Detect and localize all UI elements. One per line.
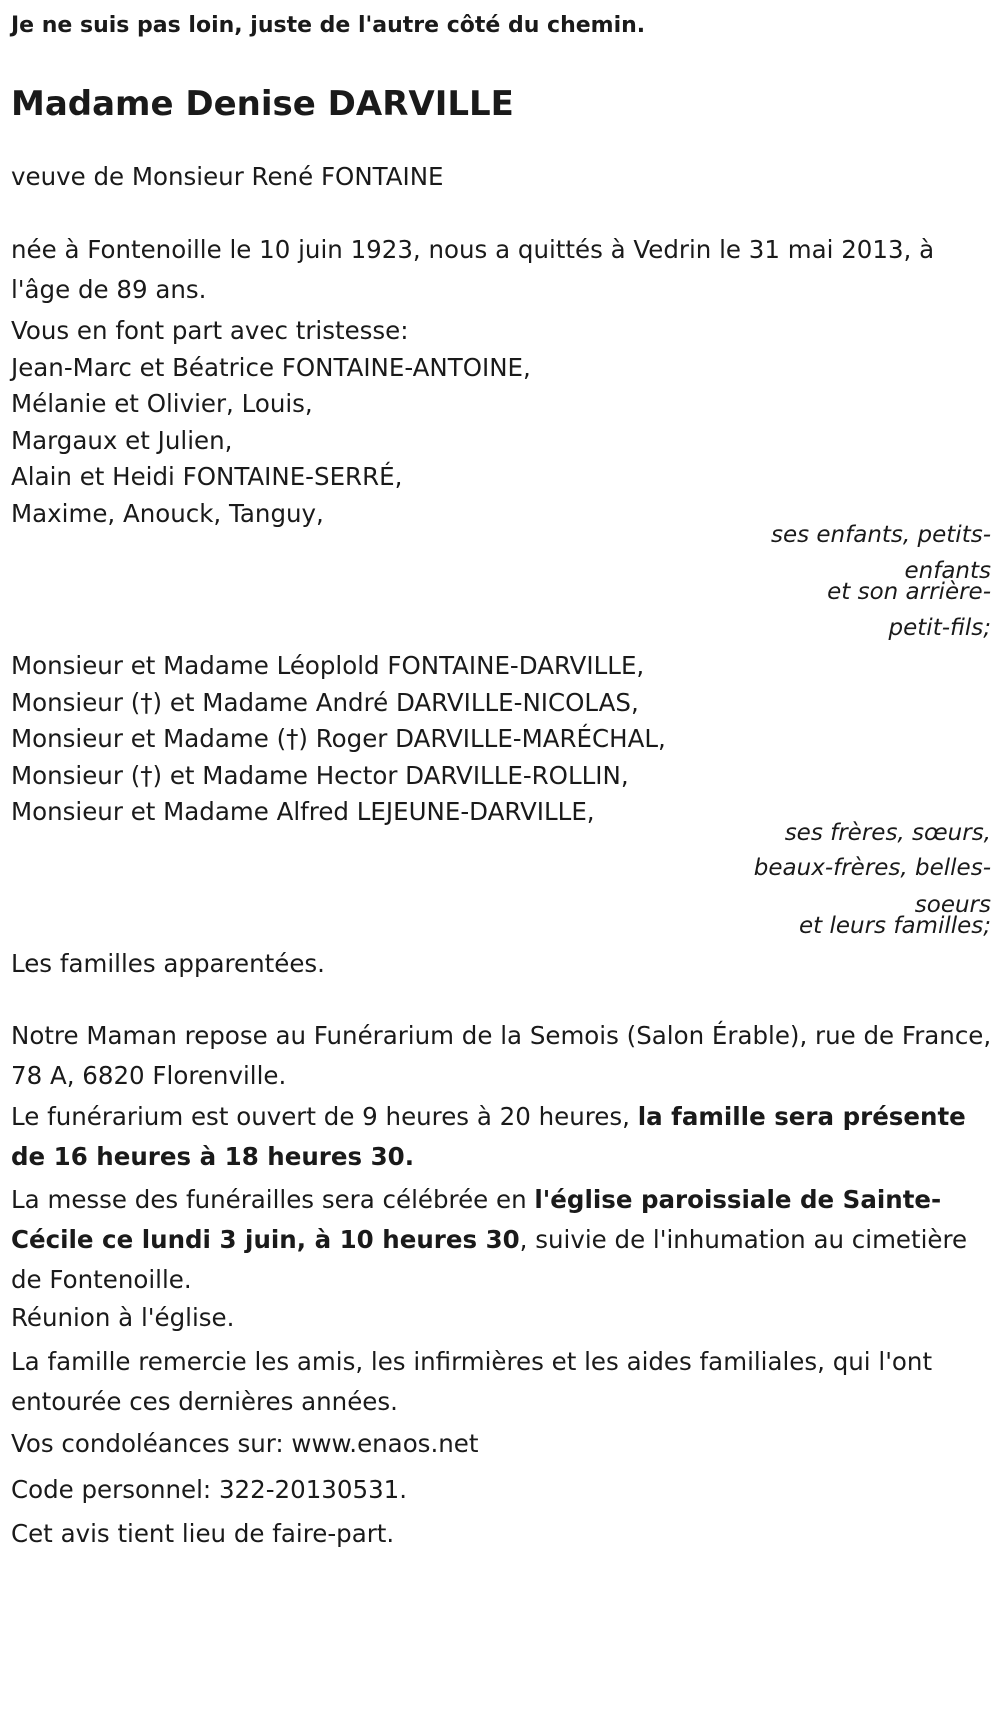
list-item: Monsieur et Madame Alfred LEJEUNE-DARVILLE,	[11, 797, 595, 826]
relation-line: soeurs	[914, 892, 991, 918]
widow-of: veuve de Monsieur René FONTAINE	[11, 162, 444, 191]
relation-line: et leurs familles;	[799, 913, 991, 939]
announce-intro: Vous en font part avec tristesse:	[11, 316, 409, 345]
mass-location-time: l'église paroissiale de Sainte-Cécile ce lundi 3 juin, à 10 heures 30	[11, 1185, 942, 1254]
thanks: La famille remercie les amis, les infirmières et les aides familiales, qui l'ont entourée ces dernières années.	[11, 1347, 933, 1416]
deceased-name: Madame Denise DARVILLE	[11, 84, 514, 124]
mass-text-1: La messe des funérailles sera célébrée en	[11, 1185, 535, 1214]
list-item: Monsieur et Madame Léoplold FONTAINE-DARVILLE,	[11, 651, 645, 680]
funerarium-hours	[11, 1097, 996, 1177]
rest-place: Notre Maman repose au Funérarium de la Semois (Salon Érable), rue de France, 78 A, 6820 Florenville.	[11, 1021, 992, 1090]
epigraph: Je ne suis pas loin, juste de l'autre côté du chemin.	[11, 13, 646, 38]
personal-code: Code personnel: 322-20130531.	[11, 1475, 408, 1504]
list-item: Margaux et Julien,	[11, 426, 233, 455]
list-item: Monsieur et Madame (†) Roger DARVILLE-MARÉCHAL,	[11, 724, 666, 753]
list-item: Mélanie et Olivier, Louis,	[11, 389, 313, 418]
list-item: Jean-Marc et Béatrice FONTAINE-ANTOINE,	[11, 353, 531, 382]
condolences: Vos condoléances sur: www.enaos.net	[11, 1429, 479, 1458]
notice: Cet avis tient lieu de faire-part.	[11, 1519, 395, 1548]
relation-line: beaux-frères, belles-	[753, 855, 991, 881]
relation-line: ses enfants, petits-	[770, 522, 991, 548]
relation-line: petit-fils;	[888, 615, 991, 641]
mass-text-2: , suivie de l'inhumation au cimetière de Fontenoille.	[11, 1225, 968, 1294]
relation-line: et son arrière-	[827, 579, 991, 605]
relation-line: enfants	[904, 558, 991, 584]
list-item: Maxime, Anouck, Tanguy,	[11, 499, 324, 528]
family-presence: la famille sera présente de 16 heures à 18 heures 30.	[11, 1102, 966, 1171]
birth-death: née à Fontenoille le 10 juin 1923, nous a quittés à Vedrin le 31 mai 2013, à l'âge de 89 ans.	[11, 235, 935, 304]
hours-text: Le funérarium est ouvert de 9 heures à 20 heures,	[11, 1102, 638, 1131]
related-families: Les familles apparentées.	[11, 949, 325, 978]
relation-line: ses frères, sœurs,	[784, 820, 991, 846]
funeral-mass	[11, 1180, 996, 1300]
list-item: Monsieur (†) et Madame André DARVILLE-NICOLAS,	[11, 688, 639, 717]
list-item: Monsieur (†) et Madame Hector DARVILLE-ROLLIN,	[11, 761, 629, 790]
meeting-place: Réunion à l'église.	[11, 1303, 235, 1332]
list-item: Alain et Heidi FONTAINE-SERRÉ,	[11, 462, 403, 491]
